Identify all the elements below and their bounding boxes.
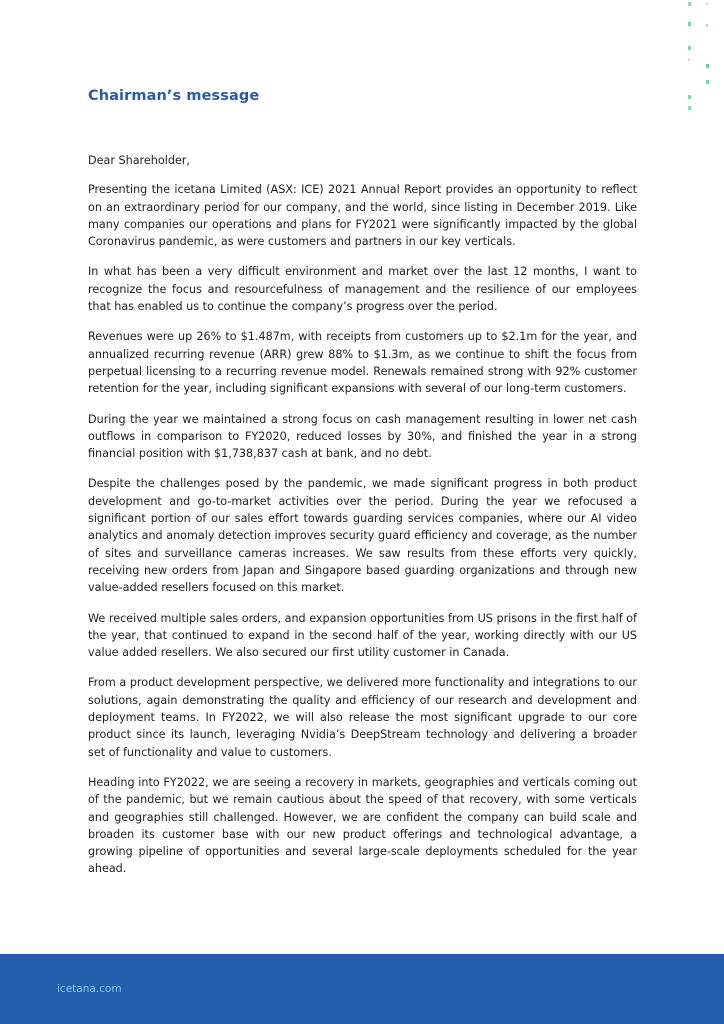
paragraph-4: During the year we maintained a strong focus on cash management resulting in lower net cash outflows in comparison to FY2020, reduced losses by 30%, and finished the year in a strong financial position with $1,738,837 cash at bank, and no debt. xyxy=(88,412,637,461)
decorative-dot-pattern xyxy=(680,0,710,115)
decorative-dot xyxy=(706,80,709,84)
letter-body xyxy=(88,152,637,891)
paragraph-1: Presenting the icetana Limited (ASX: ICE) 2021 Annual Report provides an opportunity to reflect on an extraordinary period for our company, and the world, since listing in December 2019. Like many companies our operations and plans for FY2021 were significantly impacted by the global Coronavirus pandemic, as were customers and partners in our key verticals. xyxy=(88,183,637,249)
decorative-dot xyxy=(688,95,691,99)
paragraph-5: Despite the challenges posed by the pandemic, we made significant progress in both product development and go-to-market activities over the period. During the year we refocused a significant portion of our sales effort towards guarding services companies, where our AI video analytics and anomaly detection improves security guard efficiency and coverage, as the number of sites and surveillance cameras increases. We saw results from these efforts very quickly, receiving new orders from Japan and Singapore based guarding organizations and through new value-added resellers focused on this market. xyxy=(88,477,637,595)
footer-band xyxy=(0,954,724,1024)
footer-website-link[interactable]: icetana.com xyxy=(57,983,122,995)
paragraph-2: In what has been a very difficult environment and market over the last 12 months, I want to recognize the focus and resourcefulness of management and the resilience of our employees that has enabled us to continue the company’s progress over the period. xyxy=(88,265,637,314)
decorative-dot xyxy=(706,64,709,68)
paragraph-3: Revenues were up 26% to $1.487m, with receipts from customers up to $2.1m for the year, and annualized recurring revenue (ARR) grew 88% to $1.3m, as we continue to shift the focus from perpetual licensing to a recurring revenue model. Renewals remained strong with 92% customer retention for the year, including significant expansions with several of our long-term customers. xyxy=(88,330,637,396)
page-title: Chairman’s message xyxy=(88,88,260,104)
decorative-dot xyxy=(706,24,708,27)
paragraph-8: Heading into FY2022, we are seeing a recovery in markets, geographies and verticals coming out of the pandemic, but we remain cautious about the speed of that recovery, with some verticals and geographies still challenged. However, we are confident the company can build scale and broaden its customer base with our new product offerings and technological advantage, a growing pipeline of opportunities and several large-scale deployments scheduled for the year ahead. xyxy=(88,775,637,876)
decorative-dot xyxy=(688,46,691,50)
salutation: Dear Shareholder, xyxy=(88,154,190,167)
decorative-dot xyxy=(688,2,691,6)
paragraph-6: We received multiple sales orders, and expansion opportunities from US prisons in the first half of the year, that continued to expand in the second half of the year, working directly with our US value added resellers. We also secured our first utility customer in Canada. xyxy=(88,611,637,660)
decorative-dot xyxy=(706,2,708,5)
decorative-dot xyxy=(688,106,691,110)
paragraph-7: From a product development perspective, we delivered more functionality and integrations to our solutions, again demonstrating the quality and efficiency of our research and development and deployment teams. In FY2022, we will also release the most significant upgrade to our core product since its launch, leveraging Nvidia’s DeepStream technology and delivering a broader set of functionality and value to customers. xyxy=(88,676,637,759)
decorative-dot xyxy=(688,58,690,61)
decorative-dot xyxy=(688,22,691,26)
